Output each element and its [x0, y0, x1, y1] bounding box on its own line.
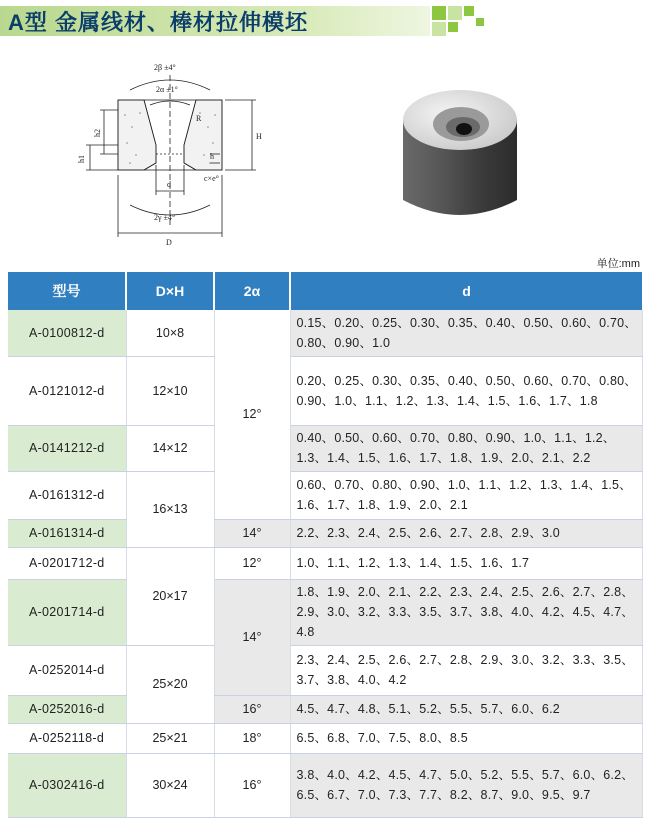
label-H: H: [256, 132, 262, 141]
model-cell: A-0201714-d: [8, 579, 126, 645]
d-cell: 6.5、6.8、7.0、7.5、8.0、8.5: [290, 723, 642, 753]
label-D: D: [166, 238, 172, 247]
model-cell: A-0252118-d: [8, 723, 126, 753]
model-cell: A-0141212-d: [8, 425, 126, 471]
d-cell: 4.5、4.7、4.8、5.1、5.2、5.5、5.7、6.0、6.2: [290, 695, 642, 723]
decor-square: [476, 18, 484, 26]
model-cell: A-0201712-d: [8, 547, 126, 579]
decor-square: [448, 6, 462, 20]
page-title: A型 金属线材、棒材拉伸模坯: [8, 10, 309, 35]
dh-cell: 10×8: [126, 310, 214, 356]
d-cell: 0.60、0.70、0.80、0.90、1.0、1.1、1.2、1.3、1.4、1.5、1.6、1.7、1.8、1.9、2.0、2.1: [290, 471, 642, 519]
label-2gamma: 2γ ±4°: [154, 213, 176, 222]
model-cell: A-0161312-d: [8, 471, 126, 519]
label-chamfer: c×e°: [204, 174, 219, 183]
model-cell: A-0100812-d: [8, 310, 126, 356]
table-row: [8, 310, 642, 356]
angle-cell: 12°: [214, 547, 290, 579]
page-header: [0, 0, 650, 40]
label-r: R: [196, 114, 202, 123]
col-header-angle: 2α: [214, 272, 290, 310]
label-2beta: 2β ±4°: [154, 63, 176, 72]
dh-cell: 25×21: [126, 723, 214, 753]
table-row: [8, 425, 642, 471]
decor-square: [464, 6, 474, 16]
d-cell: 3.8、4.0、4.2、4.5、4.7、5.0、5.2、5.5、5.7、6.0、6.2、6.5、6.7、7.0、7.3、7.7、8.2、8.7、9.0、9.5、9.7: [290, 753, 642, 817]
decor-square: [448, 22, 458, 32]
label-2alpha: 2α ±1°: [156, 85, 178, 94]
table-row: [8, 753, 642, 817]
decor-square: [432, 22, 446, 36]
dh-cell: 16×13: [126, 471, 214, 547]
table-row: [8, 579, 642, 645]
spec-table: [8, 272, 643, 818]
angle-cell: 12°: [214, 310, 290, 519]
d-cell: 0.20、0.25、0.30、0.35、0.40、0.50、0.60、0.70、0.80、0.90、1.0、1.1、1.2、1.3、1.4、1.5、1.6、1.7、1.8: [290, 356, 642, 425]
dh-cell: 20×17: [126, 547, 214, 645]
angle-cell: 18°: [214, 723, 290, 753]
d-cell: 0.40、0.50、0.60、0.70、0.80、0.90、1.0、1.1、1.2、1.3、1.4、1.5、1.6、1.7、1.8、1.9、2.0、2.1、2.2: [290, 425, 642, 471]
col-header-d: d: [290, 272, 642, 310]
model-cell: A-0252014-d: [8, 645, 126, 695]
dh-cell: 30×24: [126, 753, 214, 817]
table-row: [8, 356, 642, 425]
label-h2: h2: [93, 129, 102, 137]
dh-cell: 25×20: [126, 645, 214, 723]
col-header-model: 型号: [8, 272, 126, 310]
model-cell: A-0252016-d: [8, 695, 126, 723]
model-cell: A-0302416-d: [8, 753, 126, 817]
angle-cell: 16°: [214, 753, 290, 817]
table-row: [8, 519, 642, 547]
angle-cell: 14°: [214, 579, 290, 695]
table-row: [8, 723, 642, 753]
angle-cell: 16°: [214, 695, 290, 723]
d-cell: 2.2、2.3、2.4、2.5、2.6、2.7、2.8、2.9、3.0: [290, 519, 642, 547]
label-d: d: [167, 180, 171, 189]
label-h: h: [210, 152, 214, 161]
dh-cell: 14×12: [126, 425, 214, 471]
table-row: [8, 645, 642, 695]
d-cell: 0.15、0.20、0.25、0.30、0.35、0.40、0.50、0.60、0.70、0.80、0.90、1.0: [290, 310, 642, 356]
d-cell: 2.3、2.4、2.5、2.6、2.7、2.8、2.9、3.0、3.2、3.3、3.5、3.7、3.8、4.0、4.2: [290, 645, 642, 695]
d-cell: 1.0、1.1、1.2、1.3、1.4、1.5、1.6、1.7: [290, 547, 642, 579]
model-cell: A-0161314-d: [8, 519, 126, 547]
col-header-dh: D×H: [126, 272, 214, 310]
table-row: [8, 547, 642, 579]
table-row: [8, 471, 642, 519]
die-blank-photo: [395, 80, 525, 225]
table-row: [8, 695, 642, 723]
label-h1: h1: [77, 155, 86, 163]
dh-cell: 12×10: [126, 356, 214, 425]
unit-label: 单位:mm: [596, 258, 640, 270]
table-header-row: [8, 272, 642, 310]
d-cell: 1.8、1.9、2.0、2.1、2.2、2.3、2.4、2.5、2.6、2.7、2.8、2.9、3.0、3.2、3.3、3.5、3.7、3.8、4.0、4.2、4.5、4.7、4.8: [290, 579, 642, 645]
model-cell: A-0121012-d: [8, 356, 126, 425]
decor-square: [432, 6, 446, 20]
die-cross-section-diagram: [70, 55, 290, 250]
angle-cell: 14°: [214, 519, 290, 547]
